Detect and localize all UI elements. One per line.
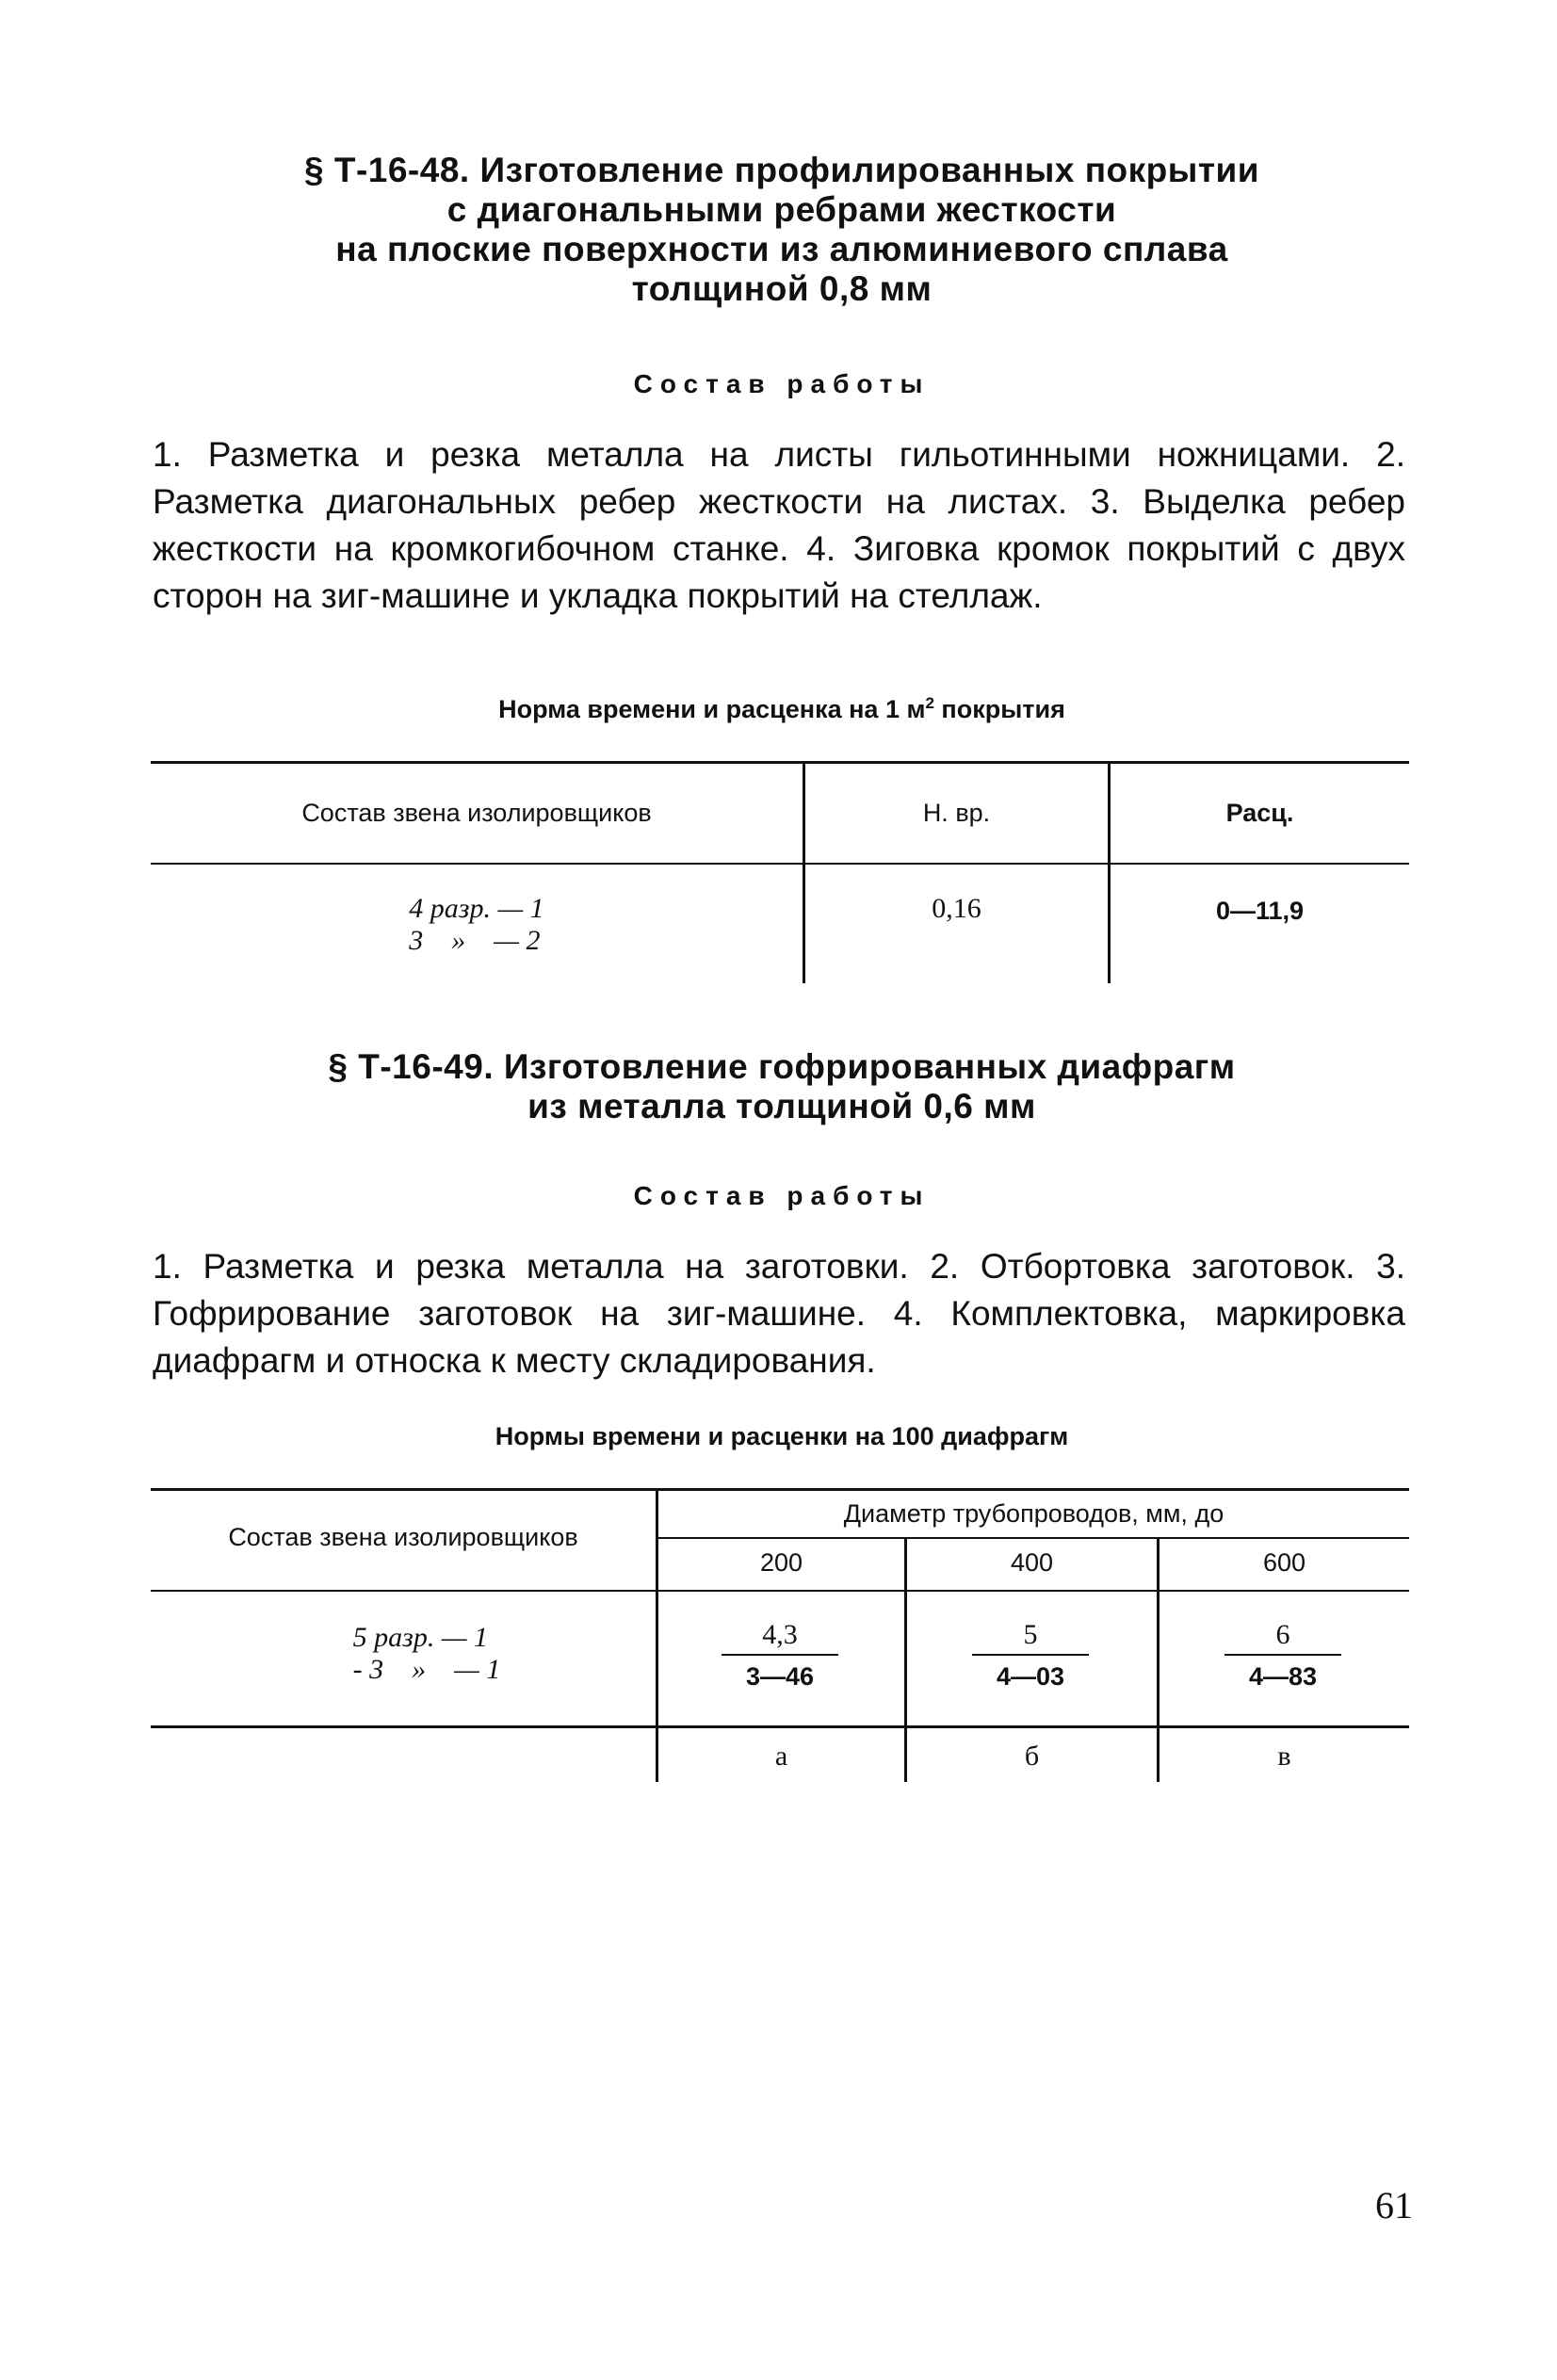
table-rule [151,1488,1409,1491]
fraction-bar [722,1654,838,1656]
value-fraction-200 [722,1618,838,1693]
section2-heading [151,1047,1413,1126]
norm-value: 4,3 [762,1619,798,1650]
value-fraction-400 [972,1618,1089,1693]
rate-value: 3—46 [745,1662,815,1691]
norm-value: 5 [1023,1619,1038,1650]
table-header-diameter-200: 200 [759,1548,803,1577]
table-header-diameter: Диаметр трубопроводов, мм, до [843,1499,1225,1528]
rate-value: 4—83 [1248,1662,1318,1691]
table-divider [656,1488,658,1782]
crew-line: 5 разр. — 1 [352,1622,489,1653]
column-letter-a: а [774,1740,788,1772]
table-header-rate: Расц. [1225,799,1294,827]
section1-heading [151,151,1413,309]
table-cell-crew [151,893,803,957]
section2-work-title: Состав работы [633,1181,931,1210]
section1-work-text: 1. Разметка и резка металла на листы гильотинными ножницами. 2. Разметка диагональных ребер жесткости на листах. 3. Выделка ребер жесткости на кромкогибочном станке. 4. Зиговка кромок покрытий с двух сторон на зиг-машине и укладка покрытий на стеллаж. [153,435,1405,615]
section1-heading-line: § Т-16-48. Изготовление профилированных покрытии [304,151,1259,189]
table-rule [151,1590,1409,1592]
section1-heading-line: с диагональными ребрами жесткости [446,190,1117,229]
rate-value: 4—03 [996,1662,1065,1691]
table-header-crew: Состав звена изолировщиков [228,1523,578,1551]
crew-line: 3 » — 2 [409,925,541,956]
norm-value: 6 [1275,1619,1290,1650]
crew-lines [409,893,543,957]
table-cell-norm: 0,16 [932,893,981,924]
section2-heading-line: из металла толщиной 0,6 мм [527,1087,1036,1125]
table-header-diameter-600: 600 [1262,1548,1306,1577]
fraction-bar [972,1654,1089,1656]
table-divider [803,761,805,983]
crew-line: - 3 » — 1 [352,1654,501,1685]
section1-table-caption-text: Норма времени и расценка на 1 м [498,695,926,723]
section2-work-text: 1. Разметка и резка металла на заготовки. 2. Отбортовка заготовок. 3. Гофрирование заготовок на зиг-машине. 4. Комплектовка, маркировка диафрагм и относка к месту складирования. [153,1247,1405,1380]
section1-table-caption [151,695,1413,724]
table-cell-crew [151,1622,656,1686]
column-letter-v: в [1277,1740,1291,1772]
table-divider [1108,761,1111,983]
section1-heading-line: толщиной 0,8 мм [631,269,933,308]
table-header-diameter-400: 400 [1010,1548,1054,1577]
section1-work-title: Состав работы [633,369,931,398]
column-letter-b: б [1024,1740,1040,1772]
section1-table-caption-sup: 2 [925,694,934,712]
table-rule [151,863,1409,865]
section1-heading-line: на плоские поверхности из алюминиевого сплава [335,230,1228,268]
table-header-norm: Н. вр. [922,799,991,827]
section1-table-caption-tail: покрытия [933,695,1065,723]
crew-line: 4 разр. — 1 [409,893,544,924]
page-number: 61 [1375,2184,1413,2226]
table-rule [657,1537,1409,1539]
table-rule [151,761,1409,764]
section2-heading-line: § Т-16-49. Изготовление гофрированных диафрагм [328,1047,1236,1086]
value-fraction-600 [1225,1618,1341,1693]
table-header-crew: Состав звена изолировщиков [301,799,652,827]
table-rule [151,1725,1409,1728]
section2-table-caption: Нормы времени и расценки на 100 диафрагм [495,1422,1069,1450]
crew-lines [353,1622,501,1686]
table-cell-rate: 0—11,9 [1215,897,1305,925]
fraction-bar [1225,1654,1341,1656]
